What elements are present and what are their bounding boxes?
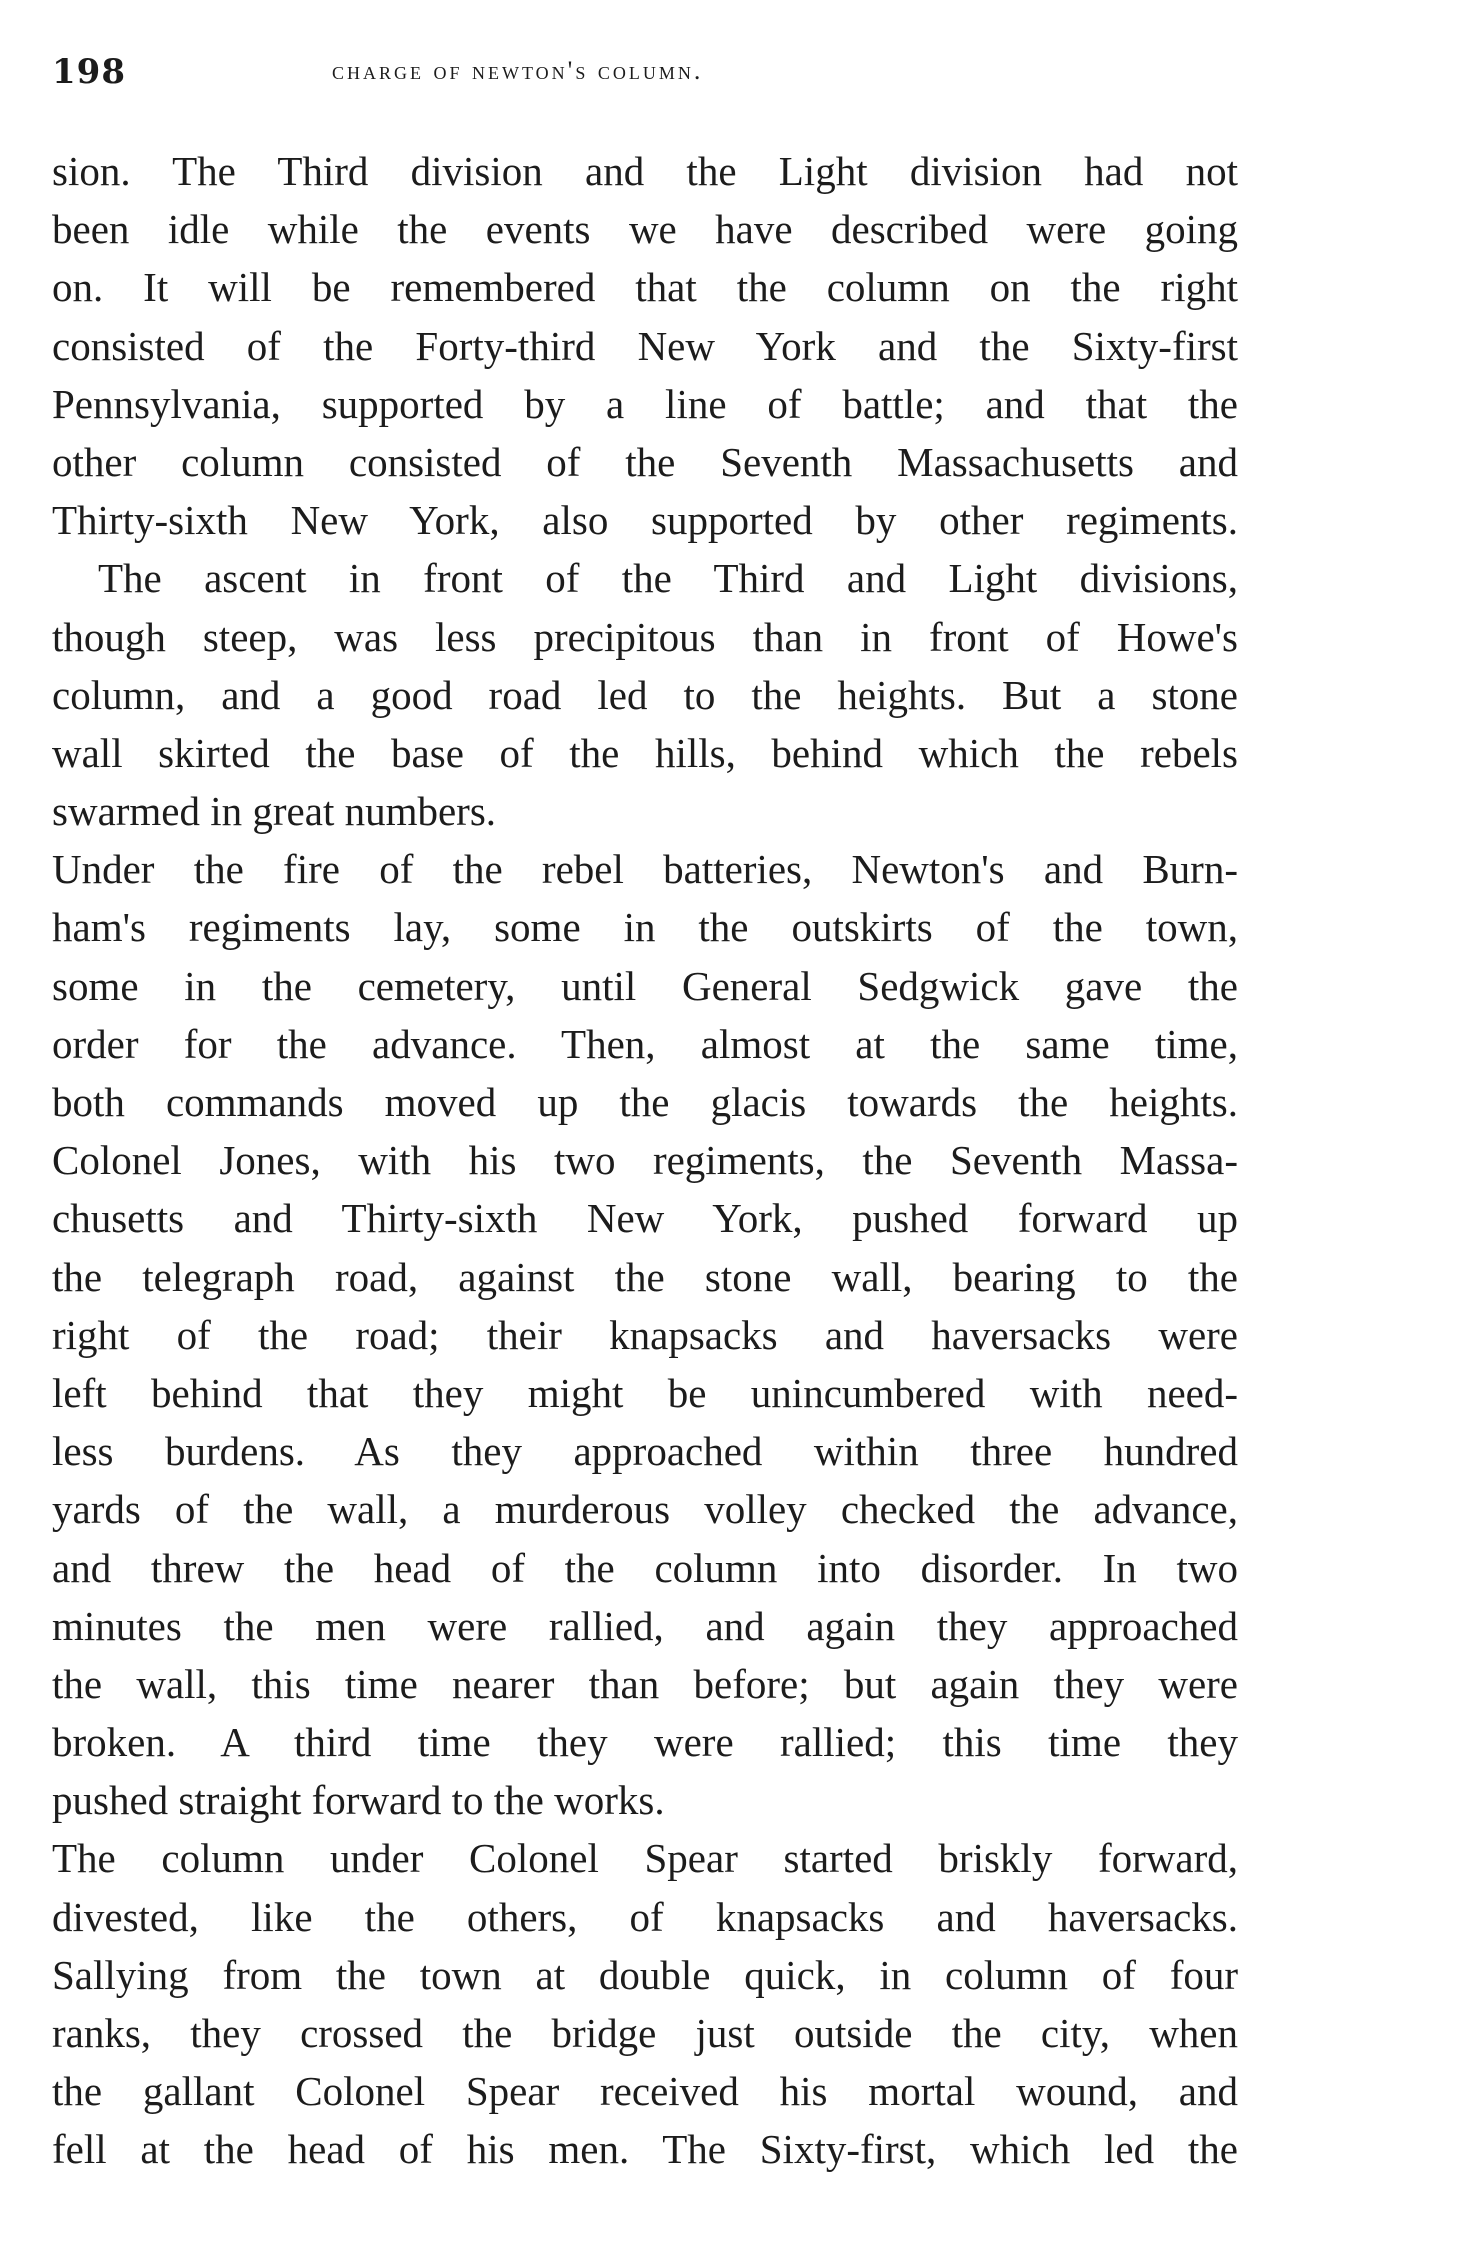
text-line: the wall, this time nearer than before; but again they were [52, 1660, 1238, 1707]
text-line: wall skirted the base of the hills, behind which the rebels [52, 729, 1238, 776]
text-line: right of the road; their knapsacks and haversacks were [52, 1311, 1238, 1358]
text-line: order for the advance. Then, almost at the same time, [52, 1020, 1238, 1067]
text-line: fell at the head of his men. The Sixty-first, which led the [52, 2126, 1238, 2173]
text-line: left behind that they might be unincumbered with need- [52, 1369, 1238, 1416]
text-line: though steep, was less precipitous than in front of Howe's [52, 613, 1238, 660]
running-head: charge of newton's column. [332, 56, 704, 85]
text-line: the gallant Colonel Spear received his mortal wound, and [52, 2068, 1238, 2115]
text-line: Thirty-sixth New York, also supported by other regiments. [52, 497, 1238, 544]
text-line: other column consisted of the Seventh Massachusetts and [52, 438, 1238, 485]
page-number: 198 [52, 52, 126, 92]
text-line: Sallying from the town at double quick, in column of four [52, 1951, 1238, 1998]
text-line: on. It will be remembered that the column on the right [52, 264, 1238, 311]
paragraph-last-line: pushed straight forward to the works. [52, 1777, 665, 1824]
text-line: divested, like the others, of knapsacks and haversacks. [52, 1893, 1238, 1940]
text-line: the telegraph road, against the stone wall, bearing to the [52, 1253, 1238, 1300]
text-line: and threw the head of the column into disorder. In two [52, 1544, 1238, 1591]
text-line: sion. The Third division and the Light division had not [52, 148, 1238, 194]
text-line: ham's regiments lay, some in the outskirts of the town, [52, 904, 1238, 951]
text-line: been idle while the events we have described were going [52, 206, 1238, 253]
body-text [52, 142, 1238, 2179]
text-line: chusetts and Thirty-sixth New York, pushed forward up [52, 1195, 1238, 1242]
text-line: ranks, they crossed the bridge just outside the city, when [52, 2010, 1238, 2056]
paragraph-last-line: swarmed in great numbers. [52, 788, 497, 835]
text-line: Colonel Jones, with his two regiments, the Seventh Massa- [52, 1137, 1238, 1184]
text-line: Pennsylvania, supported by a line of battle; and that the [52, 380, 1238, 427]
text-line: some in the cemetery, until General Sedgwick gave the [52, 962, 1238, 1009]
text-line: column, and a good road led to the heights. But a stone [52, 671, 1238, 718]
text-line: both commands moved up the glacis towards the heights. [52, 1079, 1238, 1125]
text-line: less burdens. As they approached within three hundred [52, 1428, 1238, 1475]
paragraph-first-line: Under the fire of the rebel batteries, Newton's and Burn- [52, 846, 1238, 893]
text-line: broken. A third time they were rallied; this time they [52, 1719, 1238, 1766]
page-header [52, 52, 1242, 102]
paragraph-first-line: The ascent in front of the Third and Light divisions, [98, 555, 1238, 602]
paragraph-first-line: The column under Colonel Spear started briskly forward, [52, 1835, 1238, 1882]
text-line: minutes the men were rallied, and again they approached [52, 1602, 1238, 1649]
text-line: consisted of the Forty-third New York and the Sixty-first [52, 322, 1238, 369]
text-line: yards of the wall, a murderous volley checked the advance, [52, 1486, 1238, 1533]
